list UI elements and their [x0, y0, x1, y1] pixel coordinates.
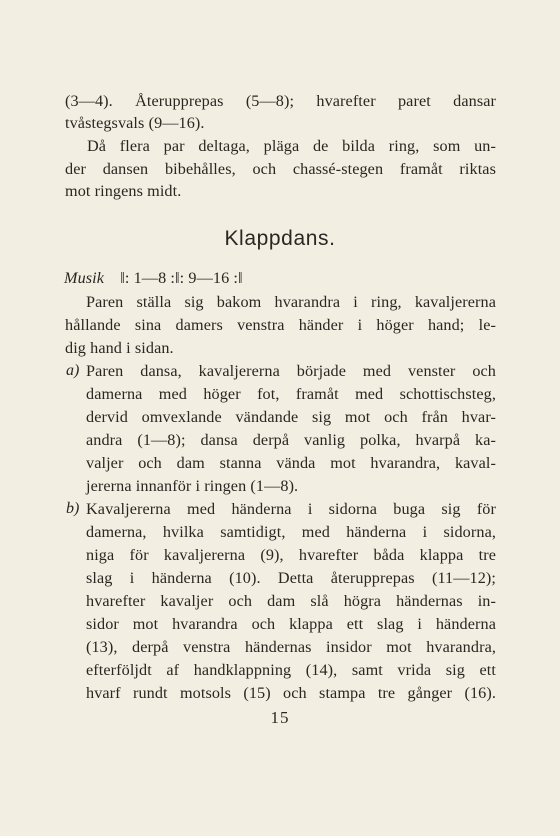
text-line: Då flera par deltaga, pläga de bilda ring, som un- — [87, 137, 496, 155]
text-line: Paren dansa, kavaljererna började med venster och — [86, 362, 496, 380]
text-line: (3—4). Återupprepas (5—8); hvarefter paret dansar — [65, 92, 496, 110]
music-line — [64, 268, 243, 288]
text-line: slag i händerna (10). Detta återupprepas (11—12); — [86, 569, 496, 587]
text-line: Kavaljererna med händerna i sidorna buga sig för — [86, 500, 496, 518]
section-heading: Klappdans. — [224, 227, 336, 250]
text-line: hvarefter kavaljer och dam slå högra händernas in- — [86, 592, 496, 610]
text-line: tvåstegsvals (9—16). — [65, 114, 205, 132]
text-line: efterföljdt af handklappning (14), samt vrida sig ett — [86, 661, 496, 679]
text-line: dig hand i sidan. — [65, 339, 174, 357]
text-line: sidor mot hvarandra och klappa ett slag i händerna — [86, 615, 496, 633]
text-line: Paren ställa sig bakom hvarandra i ring, kavaljererna — [86, 293, 496, 311]
text-line: damerna, hvilka samtidigt, med händerna i sidorna, — [86, 523, 496, 541]
text-line: damerna med höger fot, framåt med schottischsteg, — [86, 385, 496, 403]
part-a-marker: a) — [66, 362, 80, 379]
text-line: hvarf rundt motsols (15) och stampa tre gånger (16). — [86, 684, 496, 702]
text-line: der dansen bibehålles, och chassé-stegen framåt riktas — [65, 160, 496, 178]
text-line: mot ringens midt. — [65, 182, 182, 200]
text-line: (13), derpå venstra händernas insidor mot hvarandra, — [86, 638, 496, 656]
text-line: jererna innanför i ringen (1—8). — [86, 477, 299, 495]
page-number: 15 — [270, 708, 290, 727]
text-line: valjer och dam stanna vända mot hvarandra, kaval- — [86, 454, 496, 472]
text-line: dervid omvexlande vändande sig mot och från hvar- — [86, 408, 496, 426]
part-b-marker: b) — [66, 500, 80, 517]
text-line: niga för kavaljererna (9), hvarefter båda klappa tre — [86, 546, 496, 564]
music-notation: ‖: 1—8 :‖: 9—16 :‖ — [120, 269, 243, 287]
text-line: andra (1—8); dansa derpå vanlig polka, hvarpå ka- — [86, 431, 496, 449]
text-line: hållande sina damers venstra händer i höger hand; le- — [65, 316, 496, 334]
music-label: Musik — [64, 269, 105, 287]
